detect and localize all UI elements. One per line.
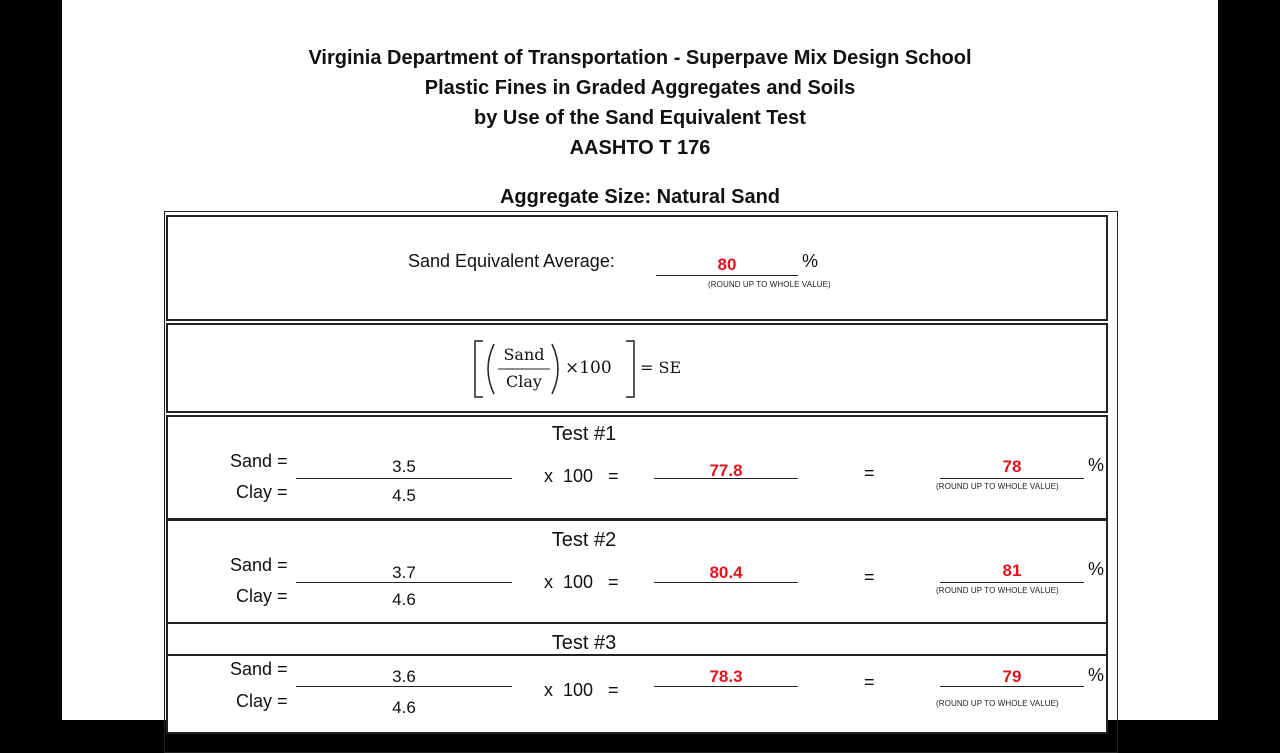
test-1-panel (166, 415, 1108, 520)
test-2-clay-label: Clay = (236, 586, 288, 606)
average-round-note: (ROUND UP TO WHOLE VALUE) (708, 280, 831, 289)
test-2-rounded-result: 81 (1002, 561, 1022, 580)
formula-result: = SE (640, 358, 682, 377)
test-1-fraction-line (296, 478, 512, 479)
outer-left-bracket (475, 341, 483, 397)
average-underline (656, 275, 798, 276)
left-paren (488, 344, 494, 394)
header-line-1: Virginia Department of Transportation - Superpave Mix Design School (308, 47, 972, 69)
test-2-rounded-underline (940, 582, 1084, 583)
test-1-rounded-underline (940, 478, 1084, 479)
test-2-unit: % (1088, 559, 1105, 579)
test-3-times-100: x 100 = (544, 680, 619, 700)
test-3-clay-value: 4.6 (392, 698, 416, 717)
header-line-3: by Use of the Sand Equivalent Test (474, 107, 806, 129)
test-3-raw-result: 78.3 (709, 667, 743, 686)
test-1-sand-value: 3.5 (392, 457, 416, 476)
test-2-clay-value: 4.6 (392, 590, 416, 609)
test-1-title: Test #1 (551, 423, 617, 445)
formula-multiplier: ×100 (565, 358, 612, 378)
test-3-title: Test #3 (551, 632, 617, 654)
test-1-round-note: (ROUND UP TO WHOLE VALUE) (936, 482, 1059, 491)
formula-numerator: Sand (503, 345, 545, 364)
test-3-sand-label: Sand = (230, 659, 288, 679)
header-line-4: AASHTO T 176 (569, 137, 711, 159)
header-line-2: Plastic Fines in Graded Aggregates and Soils (424, 77, 856, 99)
test-2-raw-underline (654, 582, 798, 583)
test-3-equals: = (864, 672, 875, 692)
test-3-sand-value: 3.6 (392, 667, 416, 686)
test-1-clay-label: Clay = (236, 482, 288, 502)
test-3-rounded-underline (940, 686, 1084, 687)
test-3-raw-underline (654, 686, 798, 687)
document-page (62, 0, 1218, 720)
test-3-rounded-result: 79 (1002, 667, 1022, 686)
test-2-sand-value: 3.7 (392, 563, 416, 582)
formula-graphic (168, 335, 1110, 415)
test-2-raw-result: 80.4 (709, 563, 743, 582)
average-value: 80 (717, 255, 737, 274)
aggregate-size-heading: Aggregate Size: Natural Sand (499, 186, 781, 208)
test-3-fraction-line (296, 686, 512, 687)
test-2-sand-label: Sand = (230, 555, 288, 575)
average-unit: % (802, 251, 819, 271)
test-2-fraction-line (296, 582, 512, 583)
test-2-times-100: x 100 = (544, 572, 619, 592)
test-1-unit: % (1088, 455, 1105, 475)
test-1-sand-label: Sand = (230, 451, 288, 471)
test-1-times-100: x 100 = (544, 466, 619, 486)
test-1-rounded-result: 78 (1002, 457, 1022, 476)
outer-right-bracket (626, 341, 634, 397)
average-panel (166, 215, 1108, 321)
test-2-panel (166, 519, 1108, 624)
test-1-raw-underline (654, 478, 798, 479)
average-label: Sand Equivalent Average: (408, 251, 615, 271)
test-3-clay-label: Clay = (236, 691, 288, 711)
test-3-panel (166, 654, 1108, 734)
test-2-title: Test #2 (551, 529, 617, 551)
formula-denominator: Clay (506, 372, 542, 391)
test-1-equals: = (864, 463, 875, 483)
test-1-clay-value: 4.5 (392, 486, 416, 505)
test-2-round-note: (ROUND UP TO WHOLE VALUE) (936, 586, 1059, 595)
test-2-equals: = (864, 567, 875, 587)
right-paren (552, 344, 558, 394)
test-3-round-note: (ROUND UP TO WHOLE VALUE) (936, 699, 1059, 708)
test-3-unit: % (1088, 665, 1105, 685)
formula-panel (166, 323, 1108, 413)
test-3-title-panel (166, 622, 1108, 656)
test-1-raw-result: 77.8 (709, 461, 743, 480)
